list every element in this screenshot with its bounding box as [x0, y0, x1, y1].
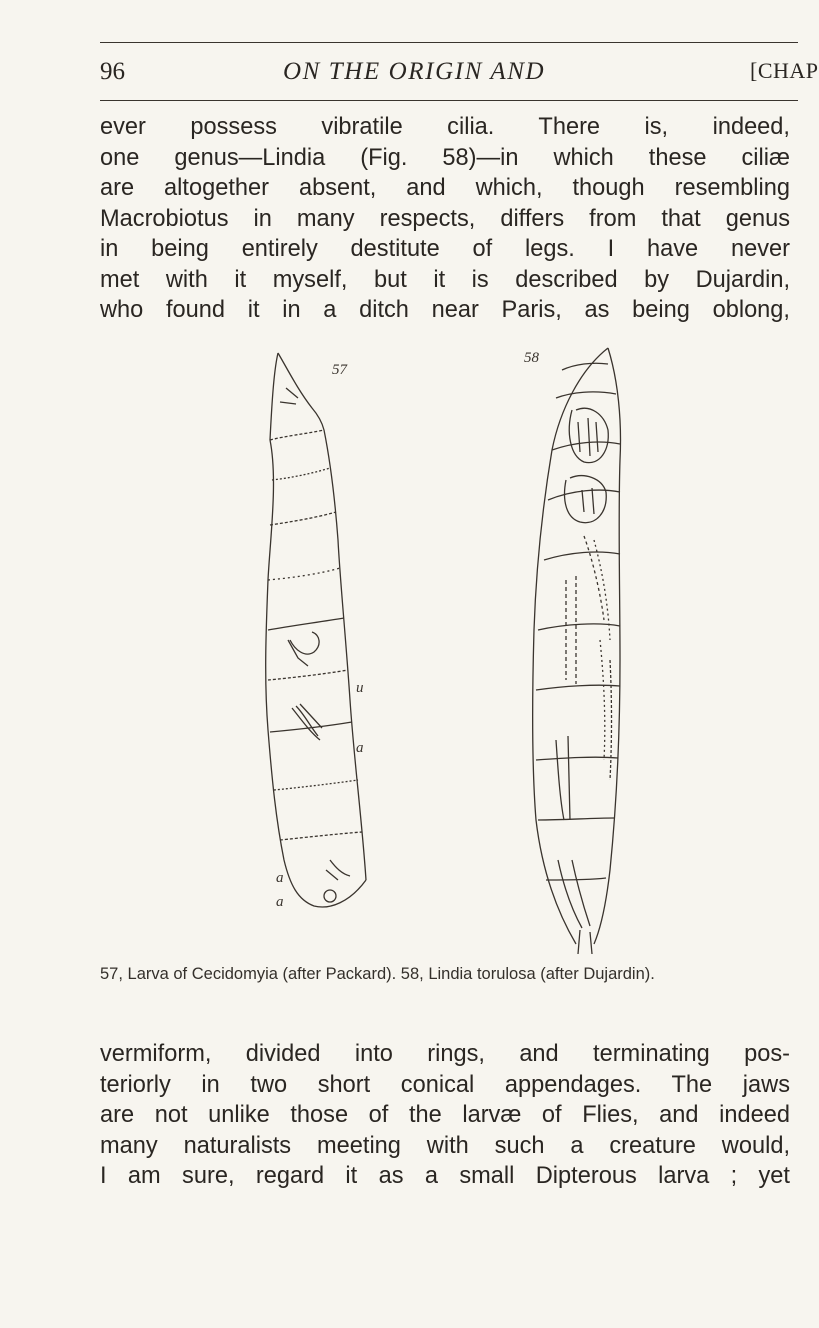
text-line: I am sure, regard it as a small Dipterous larva ; yet	[100, 1163, 790, 1189]
fig57-letter-a-lower: a	[276, 870, 284, 886]
text-line: vermiform, divided into rings, and terminating pos-	[100, 1041, 790, 1067]
fig58-lindia-drawing	[533, 348, 621, 954]
figure-plate	[180, 340, 680, 960]
figure-illustrations	[180, 340, 680, 960]
running-head	[100, 58, 819, 92]
fig57-letter-a-bottom: a	[276, 894, 284, 910]
text-line: who found it in a ditch near Paris, as being oblong,	[100, 297, 790, 323]
lower-paragraph	[100, 1039, 790, 1192]
text-line: are not unlike those of the larvæ of Flies, and indeed	[100, 1102, 790, 1128]
fig58-label: 58	[524, 350, 539, 366]
text-line: many naturalists meeting with such a creature would,	[100, 1132, 790, 1159]
upper-paragraph	[100, 112, 790, 326]
text-line: are altogether absent, and which, though resembling	[100, 175, 790, 201]
text-line: Macrobiotus in many respects, differs from that genus	[100, 205, 790, 232]
header-top-rule	[100, 42, 798, 43]
text-line: ever possess vibratile cilia. There is, indeed,	[100, 114, 790, 140]
fig57-letter-a: a	[356, 740, 364, 756]
header-bottom-rule	[100, 100, 798, 101]
page-number: 96	[100, 58, 125, 85]
chapter-marker: [CHAP	[750, 58, 819, 83]
fig57-letter-u: u	[356, 680, 364, 696]
fig57-label: 57	[332, 362, 347, 378]
fig57-larva-drawing	[266, 353, 366, 907]
text-line: one genus—Lindia (Fig. 58)—in which these ciliæ	[100, 144, 790, 171]
running-title: ON THE ORIGIN AND	[283, 58, 546, 85]
text-line: teriorly in two short conical appendages. The jaws	[100, 1071, 790, 1098]
text-line: in being entirely destitute of legs. I have never	[100, 236, 790, 262]
text-line: met with it myself, but it is described by Dujardin,	[100, 266, 790, 293]
figure-caption: 57, Larva of Cecidomyia (after Packard). 58, Lindia torulosa (after Dujardin).	[100, 965, 655, 983]
